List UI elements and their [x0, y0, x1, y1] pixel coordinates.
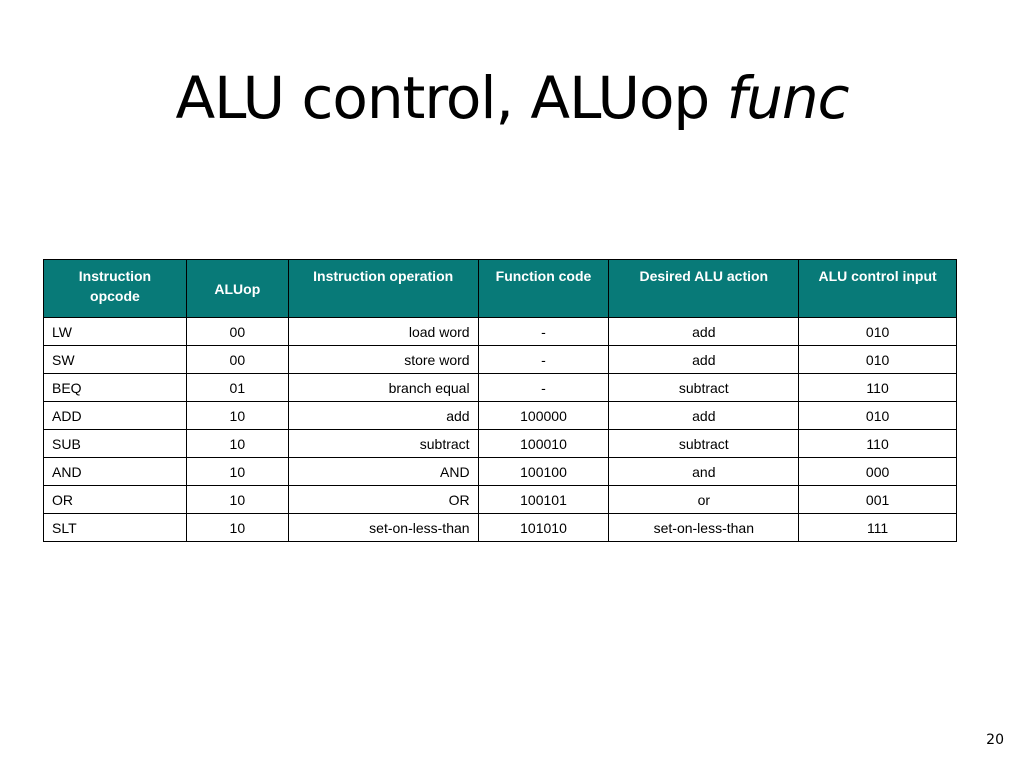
cell-opcode: SLT	[44, 514, 187, 542]
cell-aluop: 10	[186, 430, 288, 458]
slide-title-italic: func	[726, 64, 849, 132]
cell-alu-control-input: 111	[799, 514, 957, 542]
cell-function-code: 100010	[478, 430, 609, 458]
table-row	[44, 430, 957, 458]
cell-alu-control-input: 010	[799, 318, 957, 346]
cell-operation: AND	[288, 458, 478, 486]
cell-operation: load word	[288, 318, 478, 346]
alu-control-table	[43, 259, 957, 542]
cell-operation: subtract	[288, 430, 478, 458]
cell-operation: add	[288, 402, 478, 430]
header-aluop: ALUop	[186, 260, 288, 318]
table-body	[44, 318, 957, 542]
table-row	[44, 374, 957, 402]
cell-function-code: 100100	[478, 458, 609, 486]
table-row	[44, 514, 957, 542]
table-row	[44, 486, 957, 514]
cell-alu-control-input: 001	[799, 486, 957, 514]
table-row	[44, 458, 957, 486]
cell-operation: set-on-less-than	[288, 514, 478, 542]
slide-title-main: ALU control, ALUop	[175, 64, 727, 132]
slide-title	[0, 62, 1024, 134]
cell-opcode: SUB	[44, 430, 187, 458]
cell-opcode: BEQ	[44, 374, 187, 402]
cell-opcode: ADD	[44, 402, 187, 430]
cell-alu-action: set-on-less-than	[609, 514, 799, 542]
header-instruction-opcode: Instruction opcode	[44, 260, 187, 318]
cell-opcode: SW	[44, 346, 187, 374]
cell-function-code: -	[478, 318, 609, 346]
table-header-row	[44, 260, 957, 318]
header-function-code: Function code	[478, 260, 609, 318]
cell-aluop: 10	[186, 486, 288, 514]
cell-operation: store word	[288, 346, 478, 374]
cell-alu-action: add	[609, 318, 799, 346]
cell-aluop: 00	[186, 346, 288, 374]
cell-aluop: 01	[186, 374, 288, 402]
cell-alu-control-input: 110	[799, 430, 957, 458]
cell-opcode: LW	[44, 318, 187, 346]
cell-aluop: 10	[186, 402, 288, 430]
cell-function-code: 100101	[478, 486, 609, 514]
cell-operation: branch equal	[288, 374, 478, 402]
table-row	[44, 402, 957, 430]
cell-function-code: 101010	[478, 514, 609, 542]
cell-alu-control-input: 010	[799, 402, 957, 430]
cell-alu-control-input: 110	[799, 374, 957, 402]
cell-alu-action: subtract	[609, 430, 799, 458]
cell-aluop: 00	[186, 318, 288, 346]
table-row	[44, 346, 957, 374]
header-alu-control-input: ALU control input	[799, 260, 957, 318]
cell-alu-control-input: 010	[799, 346, 957, 374]
header-desired-alu-action: Desired ALU action	[609, 260, 799, 318]
header-instruction-operation: Instruction operation	[288, 260, 478, 318]
page-number: 20	[986, 732, 1004, 748]
cell-function-code: -	[478, 346, 609, 374]
cell-alu-control-input: 000	[799, 458, 957, 486]
cell-opcode: AND	[44, 458, 187, 486]
cell-operation: OR	[288, 486, 478, 514]
cell-alu-action: add	[609, 346, 799, 374]
cell-function-code: 100000	[478, 402, 609, 430]
cell-alu-action: subtract	[609, 374, 799, 402]
cell-alu-action: or	[609, 486, 799, 514]
cell-function-code: -	[478, 374, 609, 402]
cell-aluop: 10	[186, 458, 288, 486]
cell-aluop: 10	[186, 514, 288, 542]
cell-alu-action: add	[609, 402, 799, 430]
table-row	[44, 318, 957, 346]
cell-opcode: OR	[44, 486, 187, 514]
cell-alu-action: and	[609, 458, 799, 486]
